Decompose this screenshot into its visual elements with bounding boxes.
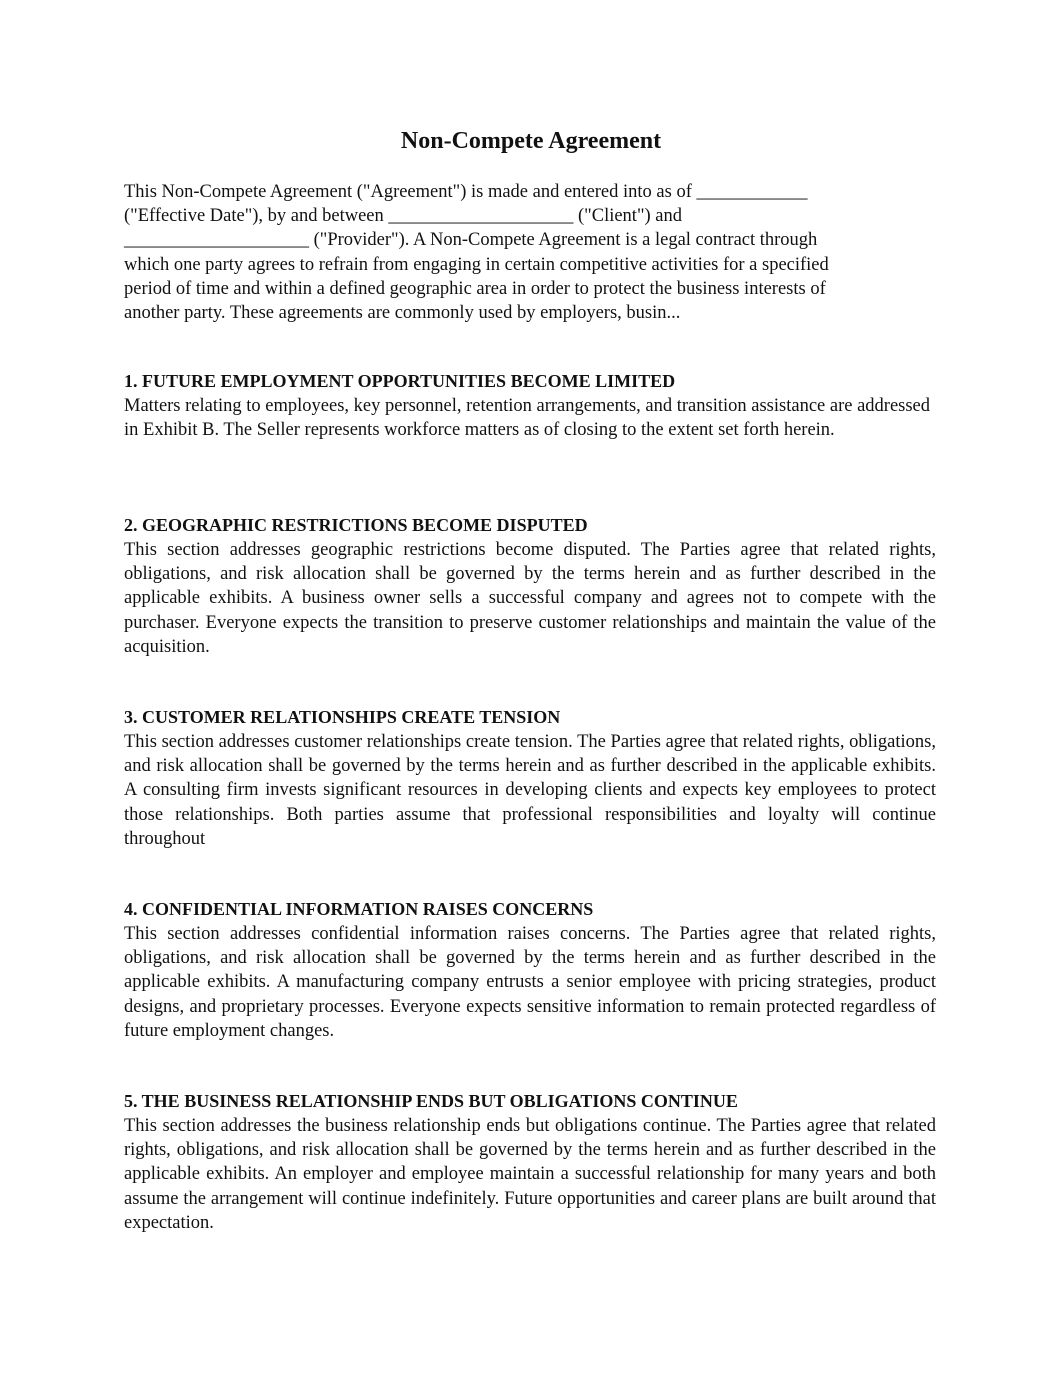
intro-line: period of time and within a defined geographic area in order to protect the business interests of <box>124 278 826 299</box>
section-heading: 1. FUTURE EMPLOYMENT OPPORTUNITIES BECOME LIMITED <box>124 371 676 391</box>
section-3 <box>124 704 936 851</box>
intro-line: This Non-Compete Agreement ("Agreement") is made and entered into as of ____________ <box>124 182 808 202</box>
section-heading: 5. THE BUSINESS RELATIONSHIP ENDS BUT OBLIGATIONS CONTINUE <box>124 1091 738 1111</box>
section-heading: 2. GEOGRAPHIC RESTRICTIONS BECOME DISPUTED <box>124 515 588 535</box>
section-4 <box>124 896 936 1043</box>
intro-line: ____________________ ("Provider"). A Non-Compete Agreement is a legal contract through <box>124 230 818 251</box>
section-body: This section addresses customer relationships create tension. The Parties agree that related rights, obligations, and risk allocation shall be governed by the terms herein and as further described in the applicable exhibits. A consulting firm invests significant resources in developing clients and expects key employees to protect those relationships. Both parties assume that professional responsibilities and loyalty will continue throughout <box>124 732 936 849</box>
intro-line: ("Effective Date"), by and between ____________________ ("Client") and <box>124 206 682 227</box>
section-body: This section addresses the business relationship ends but obligations continue. The Parties agree that related rights, obligations, and risk allocation shall be governed by the terms herein and as further described in the applicable exhibits. An employer and employee maintain a successful relationship for many years and both assume the arrangement will continue indefinitely. Future opportunities and career plans are built around that expectation. <box>124 1116 936 1233</box>
section-1 <box>124 368 936 442</box>
section-body: This section addresses geographic restrictions become disputed. The Parties agree that related rights, obligations, and risk allocation shall be governed by the terms herein and as further described in the applicable exhibits. A business owner sells a successful company and agrees not to compete with the purchaser. Everyone expects the transition to preserve customer relationships and maintain the value of the acquisition. <box>124 540 936 657</box>
section-body: Matters relating to employees, key personnel, retention arrangements, and transition assistance are addressed in Exhibit B. The Seller represents workforce matters as of closing to the extent set forth herein. <box>124 396 931 441</box>
intro-line: another party. These agreements are commonly used by employers, busin... <box>124 303 681 324</box>
intro-line: which one party agrees to refrain from engaging in certain competitive activities for a specified <box>124 254 829 275</box>
section-5 <box>124 1088 936 1235</box>
section-2 <box>124 512 936 659</box>
section-body: This section addresses confidential information raises concerns. The Parties agree that related rights, obligations, and risk allocation shall be governed by the terms herein and as further described in the applicable exhibits. A manufacturing company entrusts a senior employee with pricing strategies, product designs, and proprietary processes. Everyone expects sensitive information to remain protected regardless of future employment changes. <box>124 924 936 1041</box>
document-title: Non-Compete Agreement <box>400 128 662 154</box>
section-heading: 3. CUSTOMER RELATIONSHIPS CREATE TENSION <box>124 707 561 727</box>
intro-paragraph <box>124 180 936 325</box>
section-heading: 4. CONFIDENTIAL INFORMATION RAISES CONCERNS <box>124 899 594 919</box>
